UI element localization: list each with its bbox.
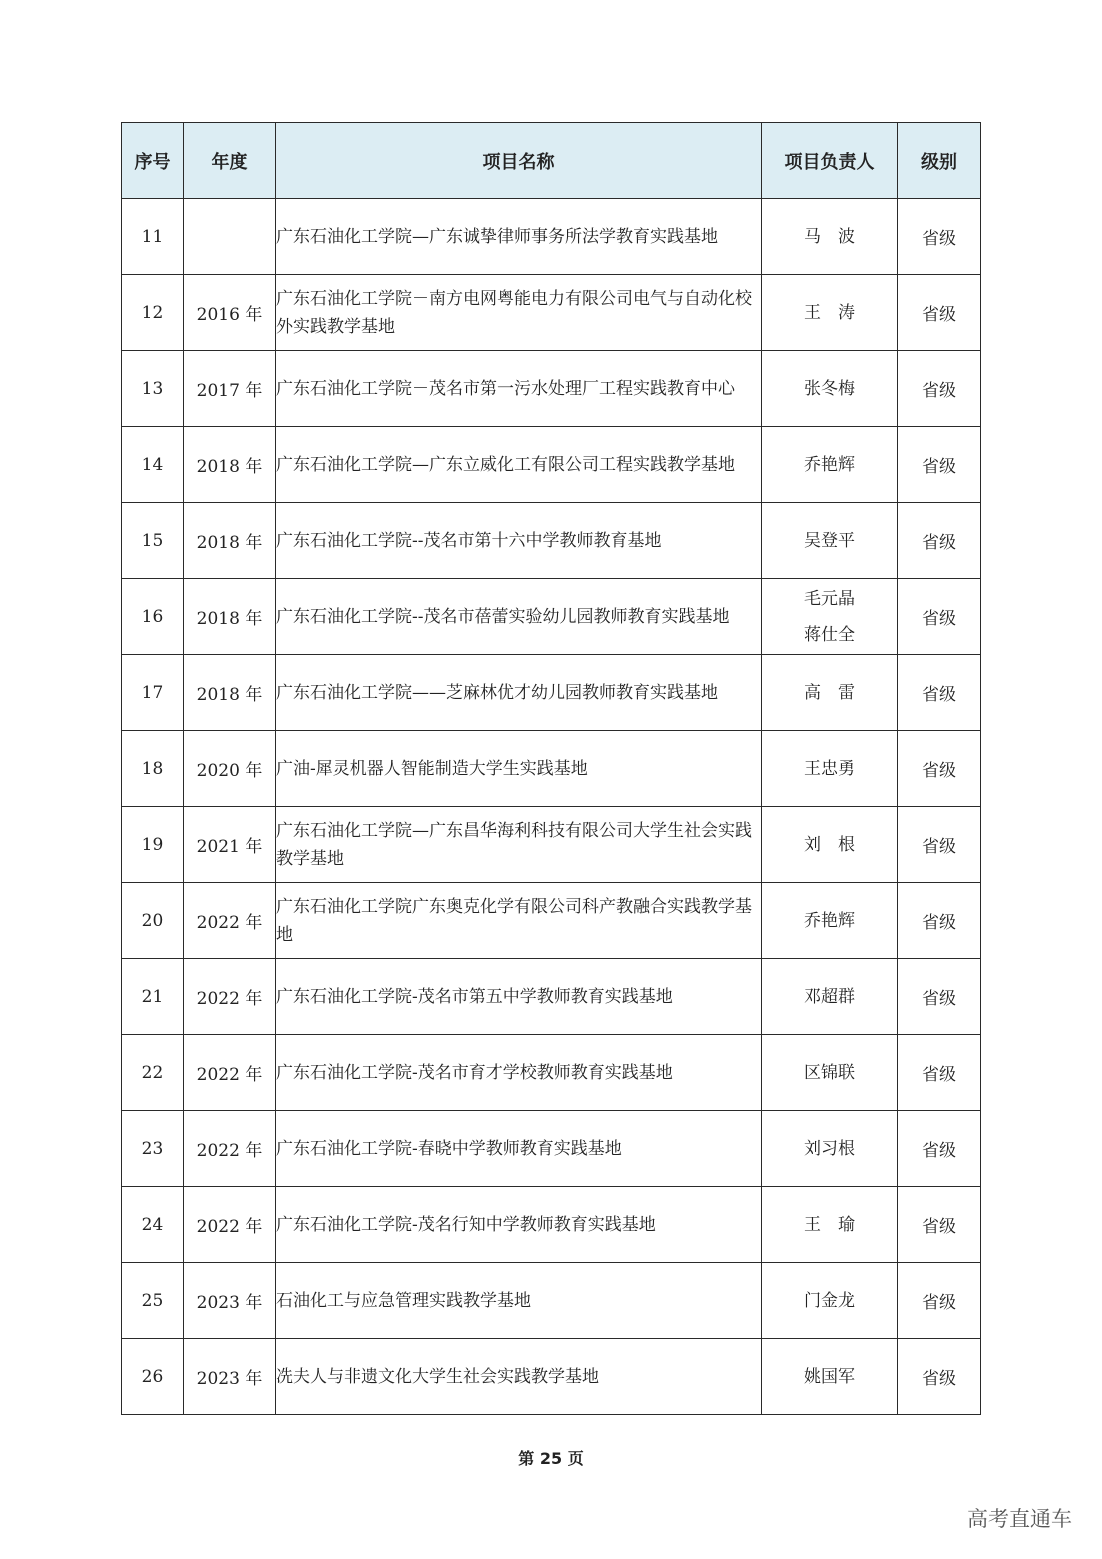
cell-person: 吴登平 (762, 503, 898, 579)
cell-name: 广东石油化工学院——芝麻林优才幼儿园教师教育实践基地 (276, 655, 762, 731)
cell-level: 省级 (898, 1187, 981, 1263)
table-row (122, 503, 981, 579)
cell-level: 省级 (898, 1263, 981, 1339)
cell-name: 石油化工与应急管理实践教学基地 (276, 1263, 762, 1339)
table-row (122, 1263, 981, 1339)
table-row (122, 351, 981, 427)
bases-table (121, 122, 981, 1415)
cell-year (184, 199, 276, 275)
table-row (122, 1035, 981, 1111)
header-person: 项目负责人 (762, 123, 898, 199)
cell-year: 2021 年 (184, 807, 276, 883)
cell-no: 22 (122, 1035, 184, 1111)
cell-person: 邓超群 (762, 959, 898, 1035)
cell-level: 省级 (898, 503, 981, 579)
cell-no: 19 (122, 807, 184, 883)
cell-no: 26 (122, 1339, 184, 1415)
cell-person: 刘 根 (762, 807, 898, 883)
table-row (122, 807, 981, 883)
table-row (122, 655, 981, 731)
cell-year: 2022 年 (184, 1187, 276, 1263)
cell-no: 14 (122, 427, 184, 503)
cell-name: 广油-犀灵机器人智能制造大学生实践基地 (276, 731, 762, 807)
table-row (122, 1187, 981, 1263)
cell-person: 王忠勇 (762, 731, 898, 807)
cell-name: 广东石油化工学院-茂名行知中学教师教育实践基地 (276, 1187, 762, 1263)
cell-year: 2022 年 (184, 1111, 276, 1187)
cell-level: 省级 (898, 883, 981, 959)
cell-level: 省级 (898, 731, 981, 807)
cell-name: 广东石油化工学院广东奥克化学有限公司科产教融合实践教学基地 (276, 883, 762, 959)
cell-level: 省级 (898, 1111, 981, 1187)
cell-level: 省级 (898, 1035, 981, 1111)
cell-name: 广东石油化工学院—广东昌华海利科技有限公司大学生社会实践教学基地 (276, 807, 762, 883)
cell-no: 20 (122, 883, 184, 959)
cell-year: 2022 年 (184, 959, 276, 1035)
table-row (122, 731, 981, 807)
table-row (122, 275, 981, 351)
cell-person: 区锦联 (762, 1035, 898, 1111)
cell-year: 2018 年 (184, 503, 276, 579)
header-year: 年度 (184, 123, 276, 199)
cell-person: 马 波 (762, 199, 898, 275)
cell-no: 24 (122, 1187, 184, 1263)
cell-no: 17 (122, 655, 184, 731)
cell-no: 15 (122, 503, 184, 579)
cell-level: 省级 (898, 807, 981, 883)
cell-person: 王 瑜 (762, 1187, 898, 1263)
cell-person: 毛元晶 蒋仕全 (762, 579, 898, 655)
cell-level: 省级 (898, 579, 981, 655)
cell-no: 11 (122, 199, 184, 275)
table-row (122, 883, 981, 959)
table-row (122, 1339, 981, 1415)
header-level: 级别 (898, 123, 981, 199)
cell-level: 省级 (898, 1339, 981, 1415)
cell-level: 省级 (898, 427, 981, 503)
table-row (122, 579, 981, 655)
cell-year: 2022 年 (184, 1035, 276, 1111)
cell-level: 省级 (898, 655, 981, 731)
cell-level: 省级 (898, 959, 981, 1035)
table-row (122, 199, 981, 275)
cell-level: 省级 (898, 199, 981, 275)
cell-person: 门金龙 (762, 1263, 898, 1339)
table-row (122, 427, 981, 503)
header-name: 项目名称 (276, 123, 762, 199)
cell-year: 2023 年 (184, 1339, 276, 1415)
watermark-text: 高考直通车 (967, 1507, 1072, 1531)
cell-name: 广东石油化工学院—广东诚挚律师事务所法学教育实践基地 (276, 199, 762, 275)
cell-person: 刘习根 (762, 1111, 898, 1187)
cell-name: 广东石油化工学院-春晓中学教师教育实践基地 (276, 1111, 762, 1187)
cell-year: 2023 年 (184, 1263, 276, 1339)
cell-year: 2020 年 (184, 731, 276, 807)
cell-no: 18 (122, 731, 184, 807)
cell-year: 2016 年 (184, 275, 276, 351)
header-no: 序号 (122, 123, 184, 199)
cell-level: 省级 (898, 275, 981, 351)
cell-no: 25 (122, 1263, 184, 1339)
cell-level: 省级 (898, 351, 981, 427)
table-row (122, 1111, 981, 1187)
cell-person: 高 雷 (762, 655, 898, 731)
cell-person: 乔艳辉 (762, 883, 898, 959)
cell-no: 12 (122, 275, 184, 351)
cell-person: 姚国军 (762, 1339, 898, 1415)
cell-person: 乔艳辉 (762, 427, 898, 503)
page-number: 第 25 页 (518, 1449, 584, 1468)
cell-no: 13 (122, 351, 184, 427)
cell-name: 广东石油化工学院—广东立威化工有限公司工程实践教学基地 (276, 427, 762, 503)
table-row (122, 959, 981, 1035)
cell-name: 冼夫人与非遗文化大学生社会实践教学基地 (276, 1339, 762, 1415)
cell-name: 广东石油化工学院－茂名市第一污水处理厂工程实践教育中心 (276, 351, 762, 427)
cell-person: 张冬梅 (762, 351, 898, 427)
cell-year: 2018 年 (184, 427, 276, 503)
cell-name: 广东石油化工学院--茂名市蓓蕾实验幼儿园教师教育实践基地 (276, 579, 762, 655)
cell-name: 广东石油化工学院－南方电网粤能电力有限公司电气与自动化校外实践教学基地 (276, 275, 762, 351)
cell-year: 2017 年 (184, 351, 276, 427)
cell-year: 2018 年 (184, 655, 276, 731)
cell-year: 2018 年 (184, 579, 276, 655)
table-header-row (122, 123, 981, 199)
cell-no: 21 (122, 959, 184, 1035)
cell-name: 广东石油化工学院-茂名市育才学校教师教育实践基地 (276, 1035, 762, 1111)
cell-year: 2022 年 (184, 883, 276, 959)
cell-person: 王 涛 (762, 275, 898, 351)
cell-no: 23 (122, 1111, 184, 1187)
cell-name: 广东石油化工学院-茂名市第五中学教师教育实践基地 (276, 959, 762, 1035)
cell-no: 16 (122, 579, 184, 655)
cell-name: 广东石油化工学院--茂名市第十六中学教师教育基地 (276, 503, 762, 579)
